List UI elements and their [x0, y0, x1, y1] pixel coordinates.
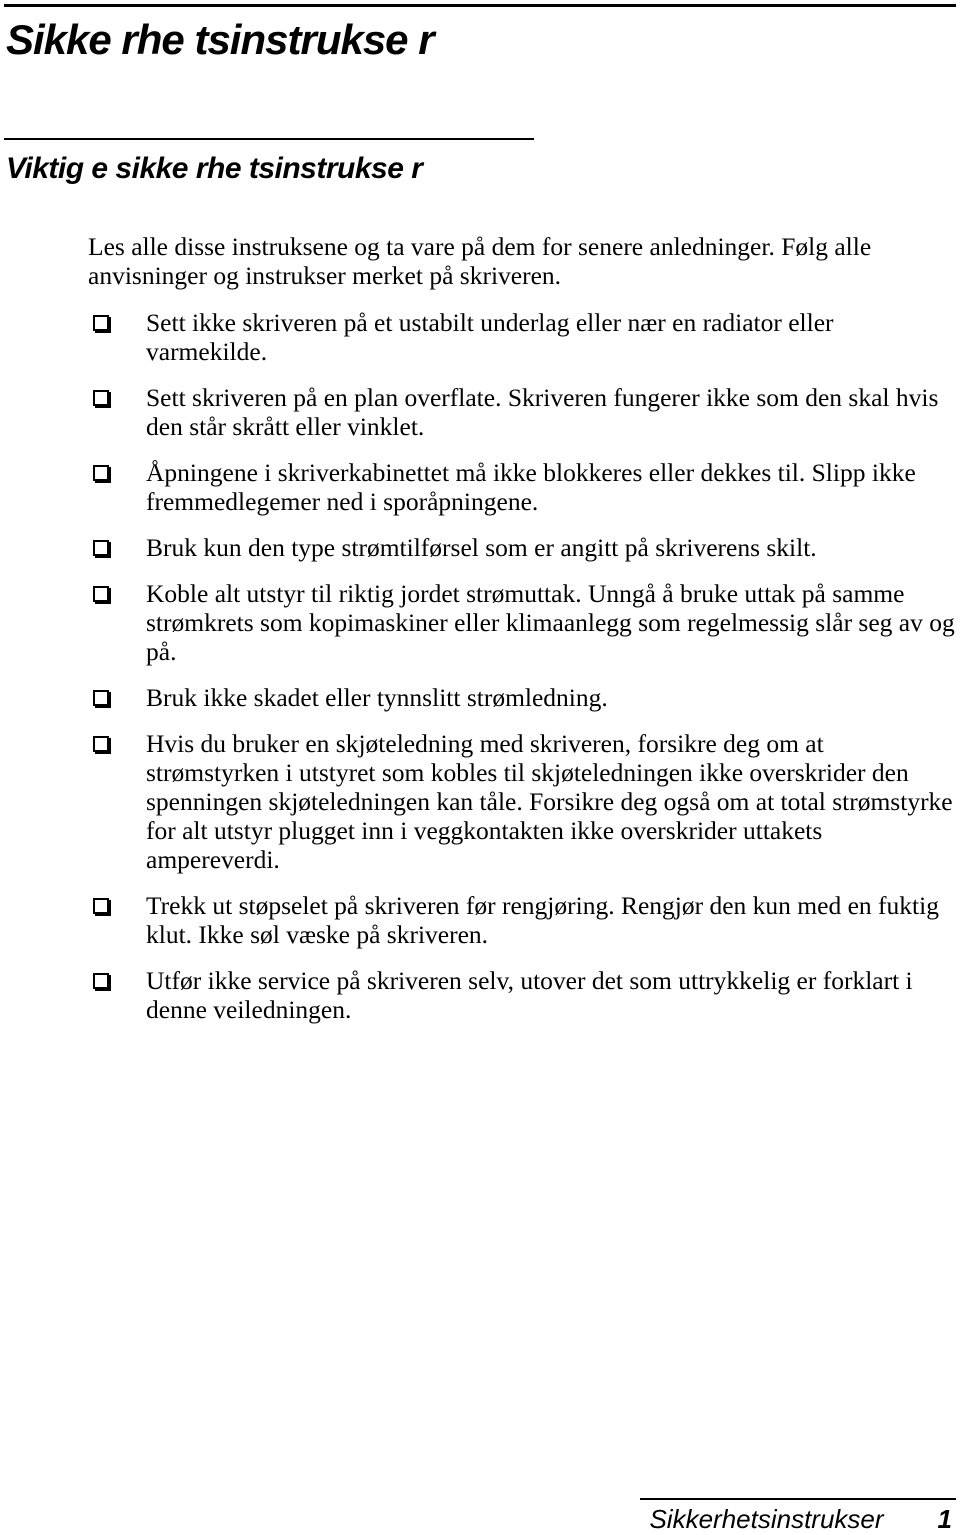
section-title: Viktig e sikke rhe tsinstrukse r	[6, 152, 423, 185]
page-footer	[649, 1504, 952, 1535]
footer-rule	[640, 1498, 956, 1500]
checkbox-icon	[93, 540, 109, 556]
checkbox-icon	[93, 465, 109, 481]
list-item	[88, 891, 956, 949]
list-item	[88, 458, 956, 516]
section-rule	[4, 138, 534, 140]
checkbox-icon	[93, 736, 109, 752]
instruction-text: Hvis du bruker en skjøteledning med skriveren, forsikre deg om at strømstyrken i utstyret som kobles til skjøteledningen ikke overskrider den spenningen skjøteledningen kan tåle. Forsikre deg også om at total strømstyrke for alt utstyr plugget inn i veggkontakten ikke overskrider uttakets ampereverdi.	[146, 729, 953, 874]
checkbox-icon	[93, 315, 109, 331]
list-item	[88, 383, 956, 441]
list-item	[88, 729, 956, 874]
list-item	[88, 533, 956, 562]
instruction-list	[88, 308, 956, 1041]
list-item	[88, 683, 956, 712]
checkbox-icon	[93, 898, 109, 914]
list-item	[88, 308, 956, 366]
top-rule	[4, 4, 956, 7]
checkbox-icon	[93, 690, 109, 706]
instruction-text: Trekk ut støpselet på skriveren før rengjøring. Rengjør den kun med en fuktig klut. Ikke søl væske på skriveren.	[146, 891, 939, 949]
footer-label: Sikkerhetsinstrukser	[649, 1504, 884, 1534]
page-title: Sikke rhe tsinstrukse r	[6, 16, 434, 63]
instruction-text: Utfør ikke service på skriveren selv, utover det som uttrykkelig er forklart i denne veiledningen.	[146, 966, 913, 1024]
instruction-text: Åpningene i skriverkabinettet må ikke blokkeres eller dekkes til. Slipp ikke fremmedlegemer ned i sporåpningene.	[146, 458, 916, 516]
intro-paragraph: Les alle disse instruksene og ta vare på dem for senere anledninger. Følg alle anvisninger og instrukser merket på skriveren.	[88, 232, 872, 290]
instruction-text: Bruk kun den type strømtilførsel som er angitt på skriverens skilt.	[146, 533, 817, 562]
checkbox-icon	[93, 586, 109, 602]
checkbox-icon	[93, 973, 109, 989]
instruction-text: Sett ikke skriveren på et ustabilt underlag eller nær en radiator eller varmekilde.	[146, 308, 834, 366]
list-item	[88, 966, 956, 1024]
list-item	[88, 579, 956, 666]
instruction-text: Sett skriveren på en plan overflate. Skriveren fungerer ikke som den skal hvis den står skrått eller vinklet.	[146, 383, 939, 441]
page-number: 1	[937, 1504, 952, 1534]
checkbox-icon	[93, 390, 109, 406]
instruction-text: Bruk ikke skadet eller tynnslitt strømledning.	[146, 683, 608, 712]
instruction-text: Koble alt utstyr til riktig jordet strømuttak. Unngå å bruke uttak på samme strømkrets som kopimaskiner eller klimaanlegg som regelmessig slår seg av og på.	[146, 579, 955, 666]
